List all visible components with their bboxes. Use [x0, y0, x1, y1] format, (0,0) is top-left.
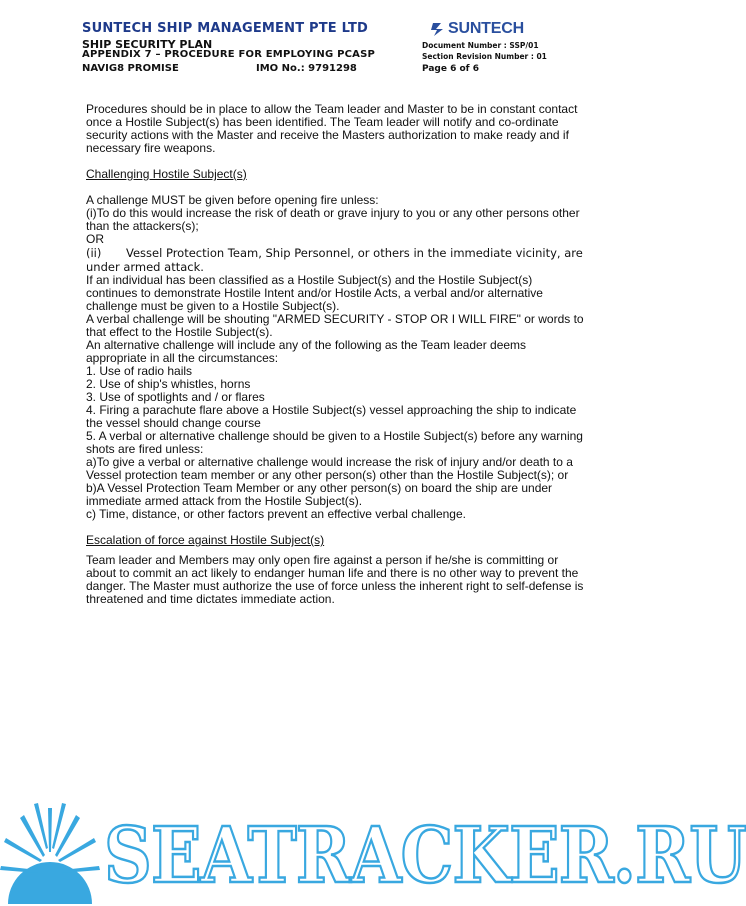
- classified-paragraph: If an individual has been classified as a Hostile Subject(s) and the Hostile Subject(s) continues to demonstrate Hostile Intent and/or Hostile Acts, a verbal and/or alternative challenge must be given to a Hostile Subject(s).: [86, 273, 543, 313]
- heading-challenging: Challenging Hostile Subject(s): [86, 167, 247, 181]
- list-item: 5. A verbal or alternative challenge should be given to a Hostile Subject(s) before any warning shots are fired unless:: [86, 429, 583, 456]
- company-name: SUNTECH SHIP MANAGEMENT PTE LTD: [82, 21, 368, 36]
- sub-item-c: c) Time, distance, or other factors prevent an effective verbal challenge.: [86, 507, 466, 521]
- alternative-paragraph: An alternative challenge will include any of the following as the Team leader deems appropriate in all the circumstances:: [86, 338, 527, 365]
- sun-watermark-icon: [0, 800, 100, 904]
- logo-text: SUNTECH: [448, 20, 524, 37]
- list-item: 3. Use of spotlights and / or flares: [86, 390, 265, 404]
- list-item: 1. Use of radio hails: [86, 364, 193, 378]
- suntech-logo-icon: [430, 21, 446, 37]
- sub-item-a: a)To give a verbal or alternative challenge would increase the risk of injury and/or death to a Vessel protection team member or any other person(s) other than the Hostile Subject(s); or: [86, 455, 573, 482]
- sub-item-b: b)A Vessel Protection Team Member or any other person(s) on board the ship are under immediate armed attack from the Hostile Subject(s).: [86, 481, 553, 508]
- document-body: [86, 103, 586, 606]
- list-item: 4. Firing a parachute flare above a Hostile Subject(s) vessel approaching the ship to indicate the vessel should change course: [86, 403, 577, 430]
- suntech-logo: [430, 20, 524, 38]
- intro-paragraph: Procedures should be in place to allow the Team leader and Master to be in constant contact once a Hostile Subject(s) has been identified. The Team leader will notify and co-ordinate security actions with the Master and receive the Masters authorization to make ready and if necessary fire weapons.: [86, 102, 578, 155]
- watermark-text: SEATRACKER.RU: [104, 811, 746, 901]
- imo-number: IMO No.: 9791298: [256, 63, 357, 74]
- challenge-ii-num: (ii): [86, 246, 102, 260]
- challenge-i: (i)To do this would increase the risk of death or grave injury to you or any other persons other than the attackers(s);: [86, 206, 580, 233]
- verbal-paragraph: A verbal challenge will be shouting "ARMED SECURITY - STOP OR I WILL FIRE" or words to that effect to the Hostile Subject(s).: [86, 312, 584, 339]
- section-revision: Section Revision Number : 01: [422, 52, 547, 61]
- page-number: Page 6 of 6: [422, 64, 479, 74]
- vessel-name: NAVIG8 PROMISE: [82, 63, 179, 74]
- escalation-paragraph: Team leader and Members may only open fire against a person if he/she is committing or about to commit an act likely to endanger human life and there is no other way to prevent the danger. The Master must authorize the use of force unless the inherent right to self-defense is threatened and time dictates immediate action.: [86, 553, 584, 606]
- list-item: 2. Use of ship's whistles, horns: [86, 377, 251, 391]
- challenge-ii-text: Vessel Protection Team, Ship Personnel, or others in the immediate vicinity, are under armed attack.: [86, 246, 583, 274]
- heading-escalation: Escalation of force against Hostile Subject(s): [86, 533, 325, 547]
- document-number: Document Number : SSP/01: [422, 41, 539, 50]
- plan-title: SHIP SECURITY PLAN: [82, 38, 213, 51]
- or-text: OR: [86, 232, 104, 246]
- appendix-title: APPENDIX 7 – PROCEDURE FOR EMPLOYING PCASP: [82, 49, 376, 60]
- challenge-ii: [86, 246, 586, 274]
- challenge-must: A challenge MUST be given before opening fire unless:: [86, 193, 379, 207]
